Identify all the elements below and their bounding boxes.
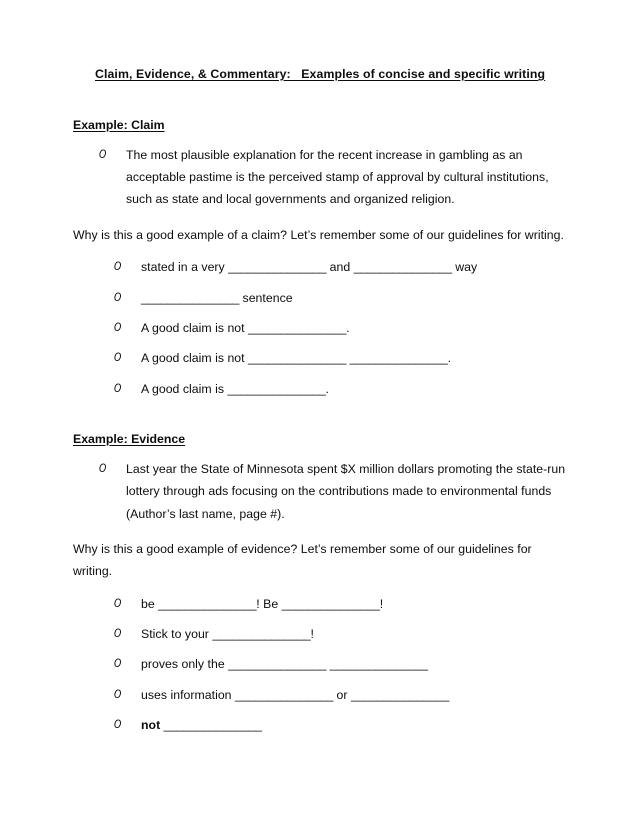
fill-in-blank[interactable]: _______________ [141, 290, 240, 305]
page-title: Claim, Evidence, & Commentary: Examples of concise and specific writing [95, 67, 546, 81]
fill-in-blank[interactable]: _______________ [350, 687, 450, 702]
guideline-text-run: ! [310, 627, 314, 642]
guideline-text-run: or [333, 687, 351, 702]
bullet-o-icon: O [114, 686, 122, 701]
guideline-text-run: A good claim is [141, 381, 228, 396]
bullet-o-icon: O [114, 259, 122, 274]
fill-in-blank[interactable]: _______________ [234, 687, 334, 702]
section-evidence [73, 415, 576, 449]
list-item [114, 378, 576, 400]
guideline-text-run: and [326, 260, 354, 275]
guideline-text-run: . [346, 320, 350, 335]
evidence-example-list [99, 458, 576, 525]
claim-example-list [99, 144, 576, 211]
bullet-o-icon: O [99, 146, 107, 161]
section-heading-claim: Example: Claim [73, 117, 165, 132]
fill-in-blank[interactable]: _______________ [329, 657, 428, 672]
guideline-text [141, 597, 383, 611]
guideline-text-run: uses information [141, 687, 235, 702]
guideline-text-run: not [141, 718, 164, 733]
guideline-text-run: A good claim is not [141, 351, 249, 366]
bullet-o-icon: O [114, 717, 122, 732]
list-item [114, 684, 576, 706]
fill-in-blank[interactable]: _______________ [281, 596, 380, 611]
claim-example-text: The most plausible explanation for the recent increase in gambling as an acceptable pastime is the perceived stamp of approval by cultural institutions, such as state and local governments and organized religion. [126, 147, 549, 207]
bullet-o-icon: O [114, 380, 122, 395]
list-item [99, 458, 574, 525]
list-item [114, 653, 576, 675]
guideline-text [141, 351, 451, 365]
fill-in-blank[interactable]: _______________ [349, 351, 448, 366]
section-claim [73, 101, 576, 135]
guideline-text-run: Stick to your [141, 627, 213, 642]
fill-in-blank[interactable]: _______________ [212, 627, 311, 642]
guideline-text [141, 321, 350, 335]
guideline-text-run: . [447, 351, 452, 366]
guideline-text [141, 718, 262, 732]
fill-in-blank[interactable]: _______________ [353, 260, 452, 275]
bullet-o-icon: O [114, 350, 122, 365]
guideline-text-run: way [451, 260, 478, 275]
fill-in-blank[interactable]: _______________ [228, 657, 327, 672]
guideline-text [141, 260, 477, 274]
guideline-text [141, 657, 428, 671]
evidence-example-text: Last year the State of Minnesota spent $X million dollars promoting the state-run lottery through ads focusing on the contributions made to environmental funds (Author’s last name, page #). [126, 461, 566, 521]
guideline-text-run: ! Be [256, 596, 282, 611]
bullet-o-icon: O [99, 460, 107, 475]
guideline-text-run: sentence [239, 290, 293, 305]
list-item [114, 317, 576, 339]
fill-in-blank[interactable]: _______________ [158, 596, 257, 611]
list-item [99, 144, 574, 211]
evidence-guidelines-list [114, 593, 576, 737]
list-item [114, 593, 576, 615]
list-item [114, 287, 576, 309]
bullet-o-icon: O [114, 289, 122, 304]
section-heading-evidence: Example: Evidence [73, 432, 186, 447]
claim-guidelines-list [114, 256, 576, 400]
guideline-text [141, 382, 329, 396]
guideline-text-run: . [325, 381, 329, 396]
guideline-text-run: A good claim is not [141, 320, 249, 335]
fill-in-blank[interactable]: _______________ [163, 718, 262, 733]
evidence-prompt-text: Why is this a good example of evidence? Let’s remember some of our guidelines for writing. [73, 541, 532, 579]
list-item [114, 347, 576, 369]
bullet-o-icon: O [114, 595, 122, 610]
bullet-o-icon: O [114, 656, 122, 671]
guideline-text [141, 688, 449, 702]
guideline-text-run: ! [379, 596, 384, 611]
bullet-o-icon: O [114, 626, 122, 641]
fill-in-blank[interactable]: _______________ [227, 381, 326, 396]
guideline-text [141, 291, 293, 305]
bullet-o-icon: O [114, 319, 122, 334]
guideline-text [141, 627, 314, 641]
claim-prompt-text: Why is this a good example of a claim? Let’s remember some of our guidelines for writing. [73, 227, 564, 242]
list-item [114, 623, 576, 645]
guideline-text-run: stated in a very [141, 260, 229, 275]
list-item [114, 714, 576, 736]
fill-in-blank[interactable]: _______________ [248, 351, 347, 366]
list-item [114, 256, 576, 278]
fill-in-blank[interactable]: _______________ [248, 320, 347, 335]
guideline-text-run: proves only the [141, 657, 229, 672]
fill-in-blank[interactable]: _______________ [228, 260, 327, 275]
guideline-text-run: be [141, 596, 159, 611]
